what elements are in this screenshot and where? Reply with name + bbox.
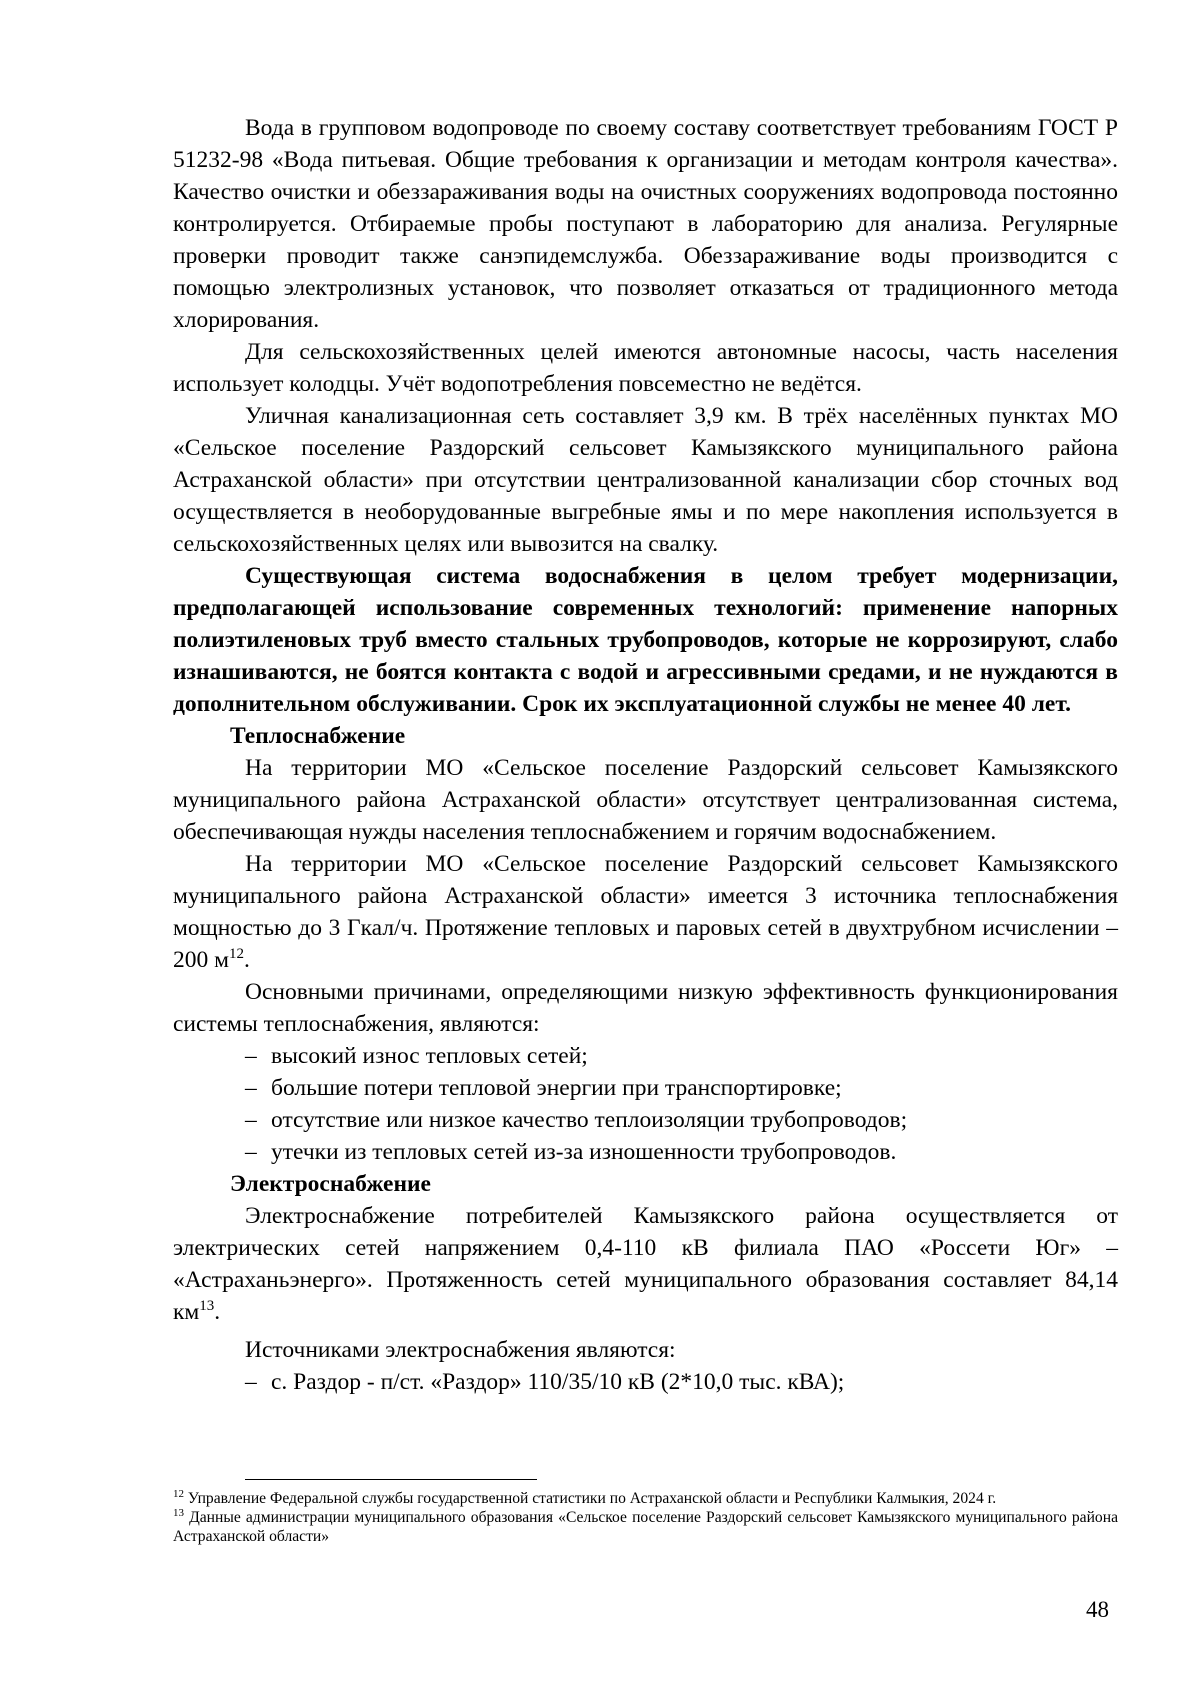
paragraph-sewerage: Уличная канализационная сеть составляет 3,9 км. В трёх населённых пунктах МО «Сельское поселение Раздорский сельсовет Камызякского муниципального района Астраханской области» при отсутствии централизованной канализации сбор сточных вод осуществляется в необорудованные выгребные ямы и по мере накопления используется в сельскохозяйственных целях или вывозится на свалку.	[173, 403, 1118, 557]
heat-problems-list	[173, 1040, 1118, 1168]
heading-heat-supply: Теплоснабжение	[230, 723, 406, 749]
footnote-ref-12[interactable]: 12	[229, 946, 244, 963]
body-text	[173, 112, 1118, 1398]
paragraph-water-quality: Вода в групповом водопроводе по своему составу соответствует требованиям ГОСТ Р 51232-98 «Вода питьевая. Общие требования к организации и методам контроля качества». Качество очистки и обеззараживания воды на очистных сооружениях водопровода постоянно контролируется. Отбираемые пробы поступают в лабораторию для анализа. Регулярные проверки проводит также санэпидемслужба. Обеззараживание воды производится с помощью электролизных установок, что позволяет отказаться от традиционного метода хлорирования.	[173, 115, 1118, 333]
list-item: – отсутствие или низкое качество теплоизоляции трубопроводов;	[245, 1107, 908, 1133]
list-item: – высокий износ тепловых сетей;	[245, 1043, 588, 1069]
list-item: – с. Раздор - п/ст. «Раздор» 110/35/10 кВ (2*10,0 тыс. кВА);	[245, 1369, 845, 1395]
list-item: – большие потери тепловой энергии при транспортировке;	[245, 1075, 842, 1101]
footnote-ref-13[interactable]: 13	[199, 1298, 215, 1315]
paragraph-heat-reasons: Основными причинами, определяющими низкую эффективность функционирования системы теплоснабжения, являются:	[173, 979, 1118, 1037]
power-sources-list	[173, 1366, 1118, 1398]
footnote-13: $^{13}$ Данные администрации муниципального образования «Сельское поселение Раздорский сельсовет Камызякского муниципального района Астраханской области»	[173, 1506, 1118, 1545]
paragraph-no-central-heating: На территории МО «Сельское поселение Раздорский сельсовет Камызякского муниципального района Астраханской области» отсутствует централизованная система, обеспечивающая нужды населения теплоснабжением и горячим водоснабжением.	[173, 755, 1118, 845]
paragraph-power-network: Электроснабжение потребителей Камызякского района осуществляется от электрических сетей напряжением 0,4-110 кВ филиала ПАО «Россети Юг» – «Астраханьэнерго». Протяженность сетей муниципального образования составляет 84,14 $км^{13}$.	[173, 1203, 1118, 1325]
paragraph-power-sources: Источниками электроснабжения являются:	[245, 1337, 676, 1363]
footnote-12: $^{12}$ Управление Федеральной службы государственной статистики по Астраханской области и Республики Калмыкия, 2024 г.	[173, 1487, 997, 1507]
heading-power-supply: Электроснабжение	[230, 1171, 431, 1197]
list-item: – утечки из тепловых сетей из-за изношенности трубопроводов.	[245, 1139, 897, 1165]
footnotes	[173, 1489, 1118, 1546]
footnote-separator	[245, 1479, 537, 1480]
paragraph-agricultural-water: Для сельскохозяйственных целей имеются автономные насосы, часть населения использует колодцы. Учёт водопотребления повсеместно не ведётся.	[173, 339, 1118, 397]
page-number: 48	[1086, 1597, 1109, 1622]
paragraph-heat-sources: На территории МО «Сельское поселение Раздорский сельсовет Камызякского муниципального района Астраханской области» имеется 3 источника теплоснабжения мощностью до 3 Гкал/ч. Протяжение тепловых и паровых сетей в двухтрубном исчислении – 200 $м^{12}$.	[173, 851, 1118, 973]
paragraph-modernization: Существующая система водоснабжения в целом требует модернизации, предполагающей использование современных технологий: применение напорных полиэтиленовых труб вместо стальных трубопроводов, которые не коррозируют, слабо изнашиваются, не боятся контакта с водой и агрессивными средами, и не нуждаются в дополнительном обслуживании. Срок их эксплуатационной службы не менее 40 лет.	[173, 563, 1118, 717]
